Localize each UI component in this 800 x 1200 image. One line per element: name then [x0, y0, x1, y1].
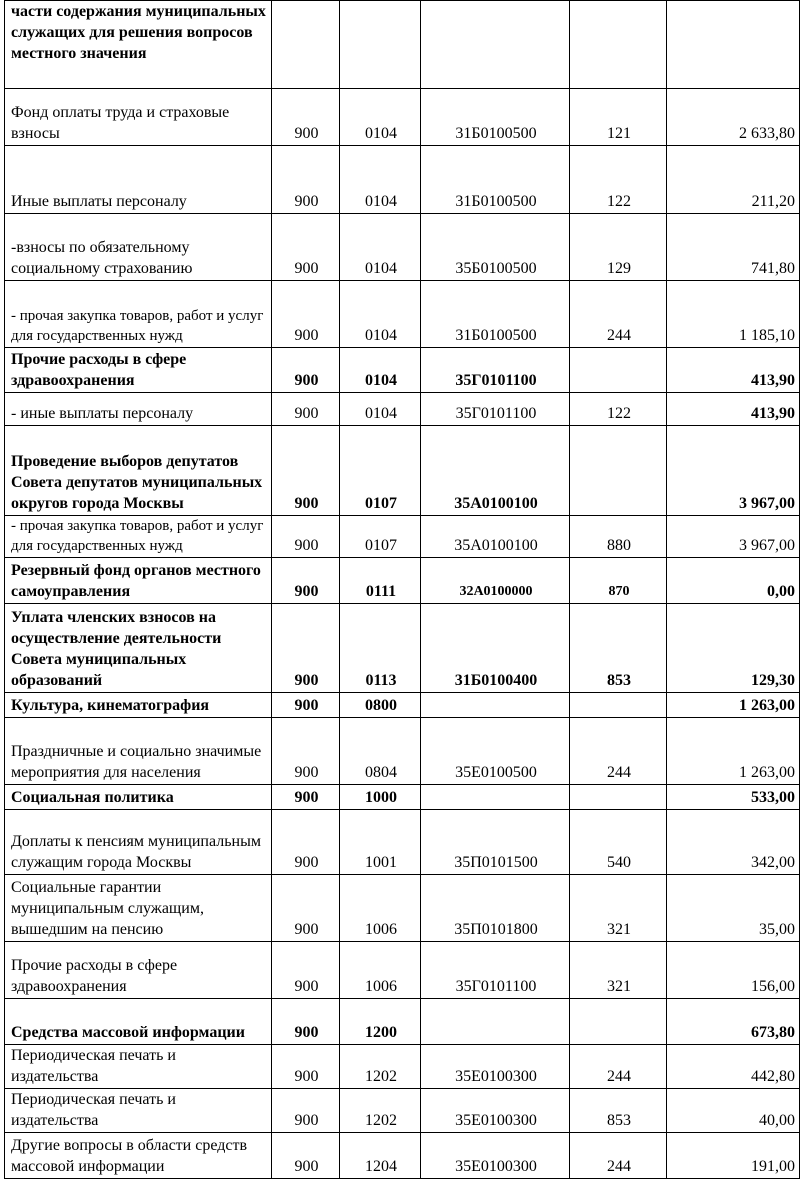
row-target-article: 35Е0100300	[421, 1089, 570, 1133]
row-amount: 156,00	[667, 942, 800, 999]
row-section-code: 0113	[340, 604, 421, 693]
row-target-article: 31Б0100500	[421, 146, 570, 214]
row-name: Периодическая печать и издательства	[5, 1089, 272, 1133]
row-amount: 191,00	[667, 1133, 800, 1179]
row-section-code: 1000	[340, 785, 421, 810]
row-section-code	[340, 1, 421, 89]
row-amount: 0,00	[667, 558, 800, 604]
row-admin-code: 900	[272, 516, 340, 558]
row-expense-type: 853	[570, 604, 667, 693]
row-amount: 1 263,00	[667, 693, 800, 718]
row-expense-type: 244	[570, 281, 667, 348]
row-target-article	[421, 999, 570, 1045]
row-amount: 3 967,00	[667, 426, 800, 516]
row-name: части содержания муниципальных служащих для решения вопросов местного значения	[5, 1, 272, 89]
row-admin-code: 900	[272, 999, 340, 1045]
row-amount: 741,80	[667, 214, 800, 281]
row-section-code: 0111	[340, 558, 421, 604]
table-row	[5, 942, 800, 999]
row-admin-code: 900	[272, 1045, 340, 1089]
table-row	[5, 693, 800, 718]
row-admin-code: 900	[272, 214, 340, 281]
row-section-code: 1006	[340, 875, 421, 942]
row-admin-code: 900	[272, 146, 340, 214]
row-target-article: 31Б0100400	[421, 604, 570, 693]
row-target-article: 35Г0101100	[421, 942, 570, 999]
row-amount: 533,00	[667, 785, 800, 810]
row-admin-code: 900	[272, 1089, 340, 1133]
row-amount: 3 967,00	[667, 516, 800, 558]
table-row	[5, 785, 800, 810]
row-target-article	[421, 1, 570, 89]
table-row	[5, 1045, 800, 1089]
table-row	[5, 1, 800, 89]
row-admin-code: 900	[272, 426, 340, 516]
budget-table	[4, 0, 800, 1179]
table-row	[5, 348, 800, 393]
row-name: Прочие расходы в сфере здравоохранения	[5, 348, 272, 393]
row-target-article: 35П0101500	[421, 810, 570, 875]
row-admin-code: 900	[272, 604, 340, 693]
table-row	[5, 604, 800, 693]
row-amount: 35,00	[667, 875, 800, 942]
row-expense-type	[570, 785, 667, 810]
row-amount: 1 185,10	[667, 281, 800, 348]
row-name: Другие вопросы в области средств массовой информации	[5, 1133, 272, 1179]
row-amount	[667, 1, 800, 89]
table-row	[5, 810, 800, 875]
row-amount: 129,30	[667, 604, 800, 693]
table-row	[5, 426, 800, 516]
row-admin-code: 900	[272, 718, 340, 785]
row-expense-type	[570, 1, 667, 89]
row-name: Проведение выборов депутатов Совета депутатов муниципальных округов города Москвы	[5, 426, 272, 516]
row-expense-type: 129	[570, 214, 667, 281]
row-target-article: 31Б0100500	[421, 89, 570, 146]
row-amount: 211,20	[667, 146, 800, 214]
row-admin-code: 900	[272, 89, 340, 146]
table-row	[5, 393, 800, 426]
row-name: Праздничные и социально значимые мероприятия для населения	[5, 718, 272, 785]
row-target-article: 35П0101800	[421, 875, 570, 942]
row-section-code: 1200	[340, 999, 421, 1045]
row-target-article: 35А0100100	[421, 516, 570, 558]
table-row	[5, 999, 800, 1045]
row-expense-type	[570, 999, 667, 1045]
row-section-code: 1202	[340, 1089, 421, 1133]
row-section-code: 0104	[340, 146, 421, 214]
row-target-article: 35Б0100500	[421, 214, 570, 281]
row-section-code: 0104	[340, 214, 421, 281]
row-amount: 673,80	[667, 999, 800, 1045]
row-target-article: 35Г0101100	[421, 393, 570, 426]
row-expense-type: 121	[570, 89, 667, 146]
row-section-code: 0104	[340, 281, 421, 348]
row-name: -взносы по обязательному социальному страхованию	[5, 214, 272, 281]
table-row	[5, 281, 800, 348]
table-row	[5, 875, 800, 942]
row-amount: 342,00	[667, 810, 800, 875]
row-name: Доплаты к пенсиям муниципальным служащим города Москвы	[5, 810, 272, 875]
table-row	[5, 558, 800, 604]
table-row	[5, 1133, 800, 1179]
row-section-code: 1204	[340, 1133, 421, 1179]
row-amount: 413,90	[667, 348, 800, 393]
row-name: - прочая закупка товаров, работ и услуг для государственных нужд	[5, 516, 272, 558]
row-admin-code	[272, 1, 340, 89]
row-section-code: 0104	[340, 348, 421, 393]
row-admin-code: 900	[272, 693, 340, 718]
row-expense-type	[570, 348, 667, 393]
row-expense-type: 244	[570, 1133, 667, 1179]
row-section-code: 1001	[340, 810, 421, 875]
row-expense-type: 321	[570, 875, 667, 942]
row-amount: 40,00	[667, 1089, 800, 1133]
row-expense-type: 880	[570, 516, 667, 558]
row-expense-type: 122	[570, 393, 667, 426]
row-section-code: 0804	[340, 718, 421, 785]
row-admin-code: 900	[272, 942, 340, 999]
row-section-code: 0107	[340, 516, 421, 558]
row-target-article: 35Е0100500	[421, 718, 570, 785]
row-admin-code: 900	[272, 558, 340, 604]
table-row	[5, 718, 800, 785]
row-admin-code: 900	[272, 281, 340, 348]
row-name: Резервный фонд органов местного самоуправления	[5, 558, 272, 604]
row-target-article	[421, 693, 570, 718]
row-admin-code: 900	[272, 875, 340, 942]
row-name: Социальные гарантии муниципальным служащим, вышедшим на пенсию	[5, 875, 272, 942]
row-name: - прочая закупка товаров, работ и услуг для государственных нужд	[5, 281, 272, 348]
row-target-article: 35Е0100300	[421, 1045, 570, 1089]
row-amount: 413,90	[667, 393, 800, 426]
row-expense-type	[570, 693, 667, 718]
row-amount: 1 263,00	[667, 718, 800, 785]
row-target-article: 31Б0100500	[421, 281, 570, 348]
row-expense-type: 244	[570, 718, 667, 785]
row-admin-code: 900	[272, 785, 340, 810]
row-name: Социальная политика	[5, 785, 272, 810]
row-expense-type: 321	[570, 942, 667, 999]
row-target-article: 35Е0100300	[421, 1133, 570, 1179]
row-section-code: 1202	[340, 1045, 421, 1089]
row-expense-type: 853	[570, 1089, 667, 1133]
table-row	[5, 1089, 800, 1133]
row-expense-type: 870	[570, 558, 667, 604]
row-expense-type	[570, 426, 667, 516]
row-amount: 2 633,80	[667, 89, 800, 146]
row-name: Иные выплаты персоналу	[5, 146, 272, 214]
row-section-code: 0107	[340, 426, 421, 516]
row-admin-code: 900	[272, 810, 340, 875]
row-amount: 442,80	[667, 1045, 800, 1089]
row-target-article: 35А0100100	[421, 426, 570, 516]
row-name: Культура, кинематография	[5, 693, 272, 718]
table-row	[5, 214, 800, 281]
table-row	[5, 146, 800, 214]
row-admin-code: 900	[272, 348, 340, 393]
row-admin-code: 900	[272, 393, 340, 426]
table-row	[5, 516, 800, 558]
row-section-code: 1006	[340, 942, 421, 999]
row-section-code: 0104	[340, 393, 421, 426]
row-name: Уплата членских взносов на осуществление деятельности Совета муниципальных образований	[5, 604, 272, 693]
row-name: - иные выплаты персоналу	[5, 393, 272, 426]
row-expense-type: 244	[570, 1045, 667, 1089]
row-target-article: 35Г0101100	[421, 348, 570, 393]
row-admin-code: 900	[272, 1133, 340, 1179]
row-expense-type: 122	[570, 146, 667, 214]
row-target-article: 32А0100000	[421, 558, 570, 604]
row-section-code: 0104	[340, 89, 421, 146]
row-expense-type: 540	[570, 810, 667, 875]
row-section-code: 0800	[340, 693, 421, 718]
row-name: Прочие расходы в сфере здравоохранения	[5, 942, 272, 999]
row-name: Периодическая печать и издательства	[5, 1045, 272, 1089]
row-name: Средства массовой информации	[5, 999, 272, 1045]
table-row	[5, 89, 800, 146]
row-name: Фонд оплаты труда и страховые взносы	[5, 89, 272, 146]
row-target-article	[421, 785, 570, 810]
